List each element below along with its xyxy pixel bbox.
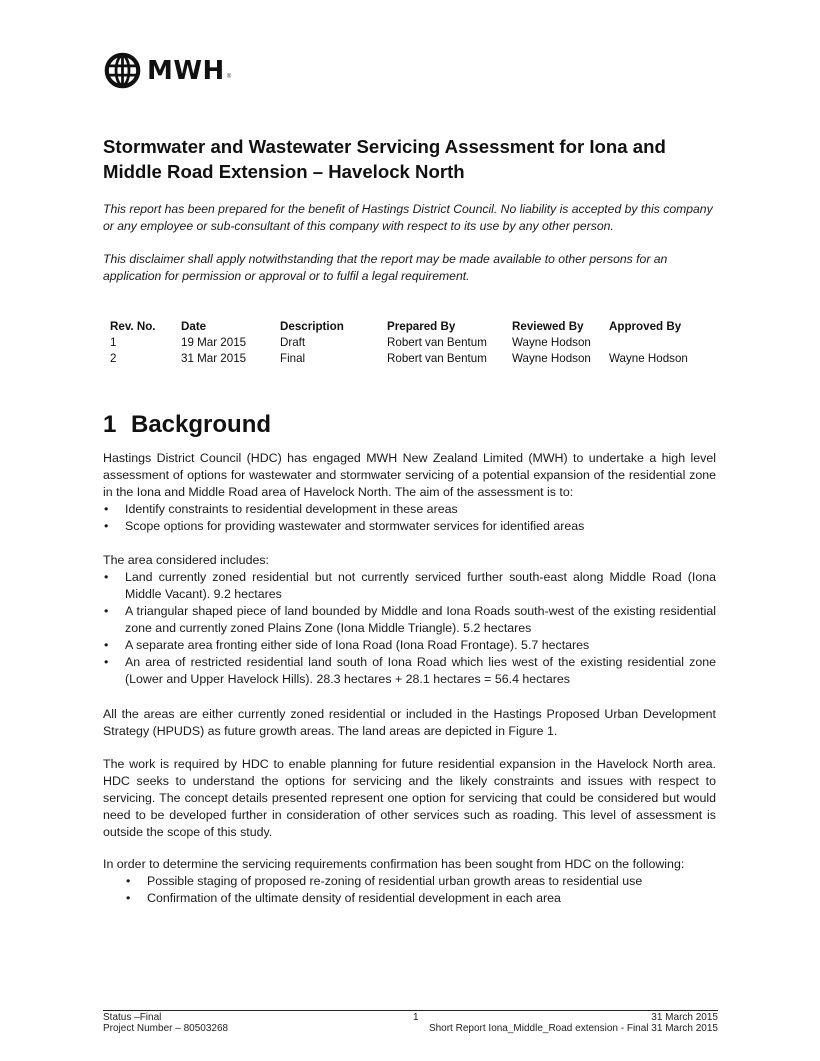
footer-status: Status –Final <box>103 1012 162 1023</box>
footer-divider <box>103 1010 718 1011</box>
section-heading <box>103 410 271 440</box>
section-number: 1 <box>103 411 117 438</box>
company-logo <box>104 52 231 89</box>
areas-list <box>103 569 716 688</box>
header-reviewed-by: Reviewed By <box>512 319 584 333</box>
cell-rev-no: 1 <box>110 336 117 349</box>
list-item: • Possible staging of proposed re-zoning of residential urban growth areas to residential use <box>103 873 716 890</box>
footer-date: 31 March 2015 <box>651 1012 718 1023</box>
list-item: • Confirmation of the ultimate density of residential development in each area <box>103 890 716 907</box>
areas-intro: The area considered includes: <box>103 553 269 567</box>
footer-filename: Short Report Iona_Middle_Road extension - Final 31 March 2015 <box>428 1023 718 1034</box>
confirm-block <box>103 856 716 907</box>
globe-icon <box>104 52 141 89</box>
document-title: Stormwater and Wastewater Servicing Assessment for Iona and Middle Road Extension – Havelock North <box>103 136 666 182</box>
logo-wordmark: MWH <box>147 55 225 86</box>
cell-reviewed-by: Wayne Hodson <box>512 352 591 365</box>
header-date: Date <box>181 319 207 333</box>
cell-date: 19 Mar 2015 <box>181 336 247 349</box>
intro-paragraph: Hastings District Council (HDC) has engaged MWH New Zealand Limited (MWH) to undertake a high level assessment of options for wastewater and stormwater servicing of a potential expansion of the residential zone in the Iona and Middle Road area of Havelock North. The aim of the assessment is to: <box>103 451 716 499</box>
footer-project-number: Project Number – 80503268 <box>103 1023 229 1034</box>
table-row <box>104 335 709 351</box>
cell-description: Final <box>280 352 306 365</box>
hpuds-paragraph: All the areas are either currently zoned residential or included in the Hastings Proposed Urban Development Strategy (HPUDS) as future growth areas. The land areas are depicted in Figure 1. <box>103 707 716 738</box>
cell-prepared-by: Robert van Bentum <box>387 352 487 365</box>
areas-block <box>103 552 716 688</box>
list-item: • Identify constraints to residential development in these areas <box>103 501 716 518</box>
list-item: • Scope options for providing wastewater and stormwater services for identified areas <box>103 518 716 535</box>
cell-prepared-by: Robert van Bentum <box>387 336 487 349</box>
cell-approved-by <box>609 335 709 351</box>
revision-table <box>104 318 709 367</box>
header-approved-by: Approved By <box>609 319 682 333</box>
disclaimer-paragraph: This disclaimer shall apply notwithstanding that the report may be made available to other persons for an application for permission or approval or to fulfil a legal requirement. <box>103 252 668 283</box>
cell-description: Draft <box>280 336 306 349</box>
table-row <box>104 351 709 367</box>
footer-right <box>429 1012 718 1034</box>
cell-date: 31 Mar 2015 <box>181 352 247 365</box>
intro-block <box>103 450 716 535</box>
list-item: • A separate area fronting either side of Iona Road (Iona Road Frontage). 5.7 hectares <box>103 637 716 654</box>
list-item: • Land currently zoned residential but not currently serviced further south-east along Middle Road (Iona Middle Vacant). 9.2 hectares <box>103 569 716 603</box>
revision-table-header <box>104 318 709 335</box>
confirm-paragraph: In order to determine the servicing requirements confirmation has been sought from HDC on the following: <box>103 857 685 871</box>
header-rev-no: Rev. No. <box>110 319 156 333</box>
cell-approved-by: Wayne Hodson <box>609 352 688 365</box>
registered-mark: ® <box>226 73 232 80</box>
cell-reviewed-by: Wayne Hodson <box>512 336 591 349</box>
header-prepared-by: Prepared By <box>387 319 456 333</box>
confirm-list <box>103 873 716 907</box>
section-title: Background <box>131 411 272 438</box>
footer-page-number: 1 <box>413 1012 419 1023</box>
list-item: • A triangular shaped piece of land bounded by Middle and Iona Roads south-west of the existing residential zone and currently zoned Plains Zone (Iona Middle Triangle). 5.2 hectares <box>103 603 716 637</box>
list-item: • An area of restricted residential land south of Iona Road which lies west of the existing residential zone (Lower and Upper Havelock Hills). 28.3 hectares + 28.1 hectares = 56.4 hectares <box>103 654 716 688</box>
cell-rev-no: 2 <box>110 352 117 365</box>
disclaimer-paragraph: This report has been prepared for the benefit of Hastings District Council. No liability is accepted by this company or any employee or sub-consultant of this company with respect to its use by any other person. <box>103 202 713 233</box>
work-paragraph: The work is required by HDC to enable planning for future residential expansion in the Havelock North area. HDC seeks to understand the options for servicing and the likely constraints and issues with respect to servicing. The concept details presented represent one option for servicing that could be considered but would need to be developed further in consideration of other services such as roading. This level of assessment is outside the scope of this study. <box>103 757 716 839</box>
footer-left <box>103 1012 228 1034</box>
header-description: Description <box>280 319 344 333</box>
aims-list <box>103 501 716 535</box>
